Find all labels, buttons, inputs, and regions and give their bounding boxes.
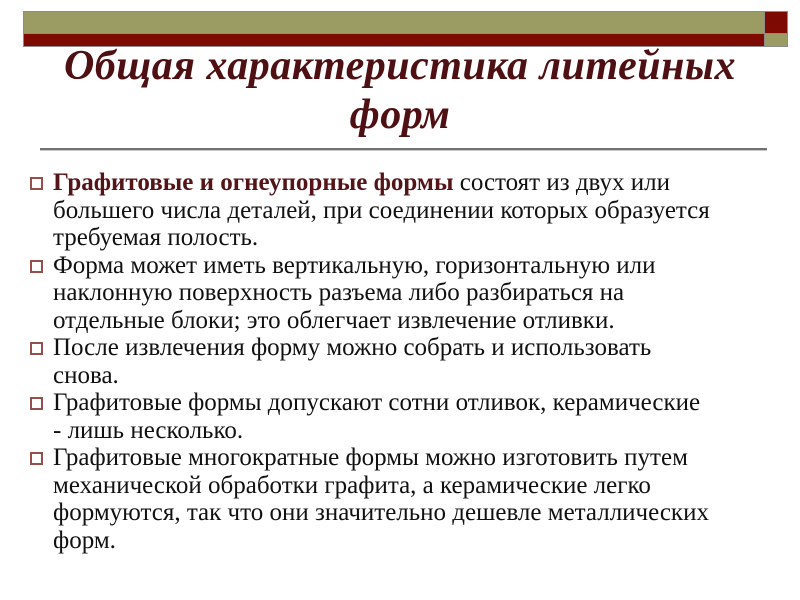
bullet-square-icon xyxy=(30,452,43,465)
slide-title-line-1: Общая характеристика литейных xyxy=(63,43,737,89)
bullet-text-line xyxy=(53,444,790,472)
list-item xyxy=(30,389,790,444)
bullet-text-line xyxy=(53,307,790,335)
bullet-body-text: - лишь несколько. xyxy=(53,416,244,444)
bullet-text-line xyxy=(53,252,790,280)
slide-title xyxy=(0,42,800,140)
bullet-text xyxy=(53,389,790,444)
bullet-list xyxy=(30,169,790,554)
title-underline xyxy=(40,148,767,151)
bullet-square-icon xyxy=(30,177,43,190)
bullet-body-text: отдельные блоки; это облегчает извлечение отливки. xyxy=(53,306,615,334)
bullet-square-icon xyxy=(30,260,43,273)
bullet-text-line xyxy=(53,499,790,527)
bullet-body-text: формуются, так что они значительно дешевле металлических xyxy=(53,499,709,526)
bullet-body-text: Графитовые многократные формы можно изготовить путем xyxy=(53,444,688,471)
bullet-body-text: требуемая полость. xyxy=(53,224,259,251)
bullet-body-text: наклонную поверхность разъема либо разбираться на xyxy=(53,279,625,306)
slide-title-line-2: форм xyxy=(349,92,451,138)
bullet-text-line xyxy=(53,169,790,197)
bullet-text-line xyxy=(53,224,790,252)
bullet-body-text: механической обработки графита, а керамические легко xyxy=(53,471,651,499)
bullet-body-text: снова. xyxy=(53,361,119,389)
bullet-body-text: состоят из двух или xyxy=(453,169,670,196)
bullet-text xyxy=(53,252,790,335)
banner-square-red xyxy=(765,12,787,33)
bullet-text-line xyxy=(53,389,790,417)
list-item xyxy=(30,169,790,252)
bullet-text-line xyxy=(53,362,790,390)
bullet-body-text: большего числа деталей, при соединении которых образуется xyxy=(53,196,710,224)
bullet-text xyxy=(53,169,790,252)
title-underline-light xyxy=(40,150,767,151)
bullet-square-icon xyxy=(30,342,43,355)
bullet-square-icon xyxy=(30,397,43,410)
bullet-text-line xyxy=(53,417,790,445)
bullet-text-line xyxy=(53,197,790,225)
bullet-lead-text: Графитовые и огнеупорные формы xyxy=(53,169,454,196)
list-item xyxy=(30,334,790,389)
bullet-text-line xyxy=(53,334,790,362)
bullet-body-text: форм. xyxy=(53,526,116,554)
bullet-body-text: Форма может иметь вертикальную, горизонтальную или xyxy=(53,251,656,279)
list-item xyxy=(30,444,790,554)
banner-bar-olive xyxy=(24,12,764,33)
bullet-text-line xyxy=(53,472,790,500)
bullet-text xyxy=(53,334,790,389)
bullet-text-line xyxy=(53,279,790,307)
bullet-body-text: Графитовые формы допускают сотни отливок, керамические xyxy=(53,389,701,416)
bullet-body-text: После извлечения форму можно собрать и использовать xyxy=(53,334,652,361)
bullet-text xyxy=(53,444,790,554)
list-item xyxy=(30,252,790,335)
bullet-text-line xyxy=(53,527,790,555)
